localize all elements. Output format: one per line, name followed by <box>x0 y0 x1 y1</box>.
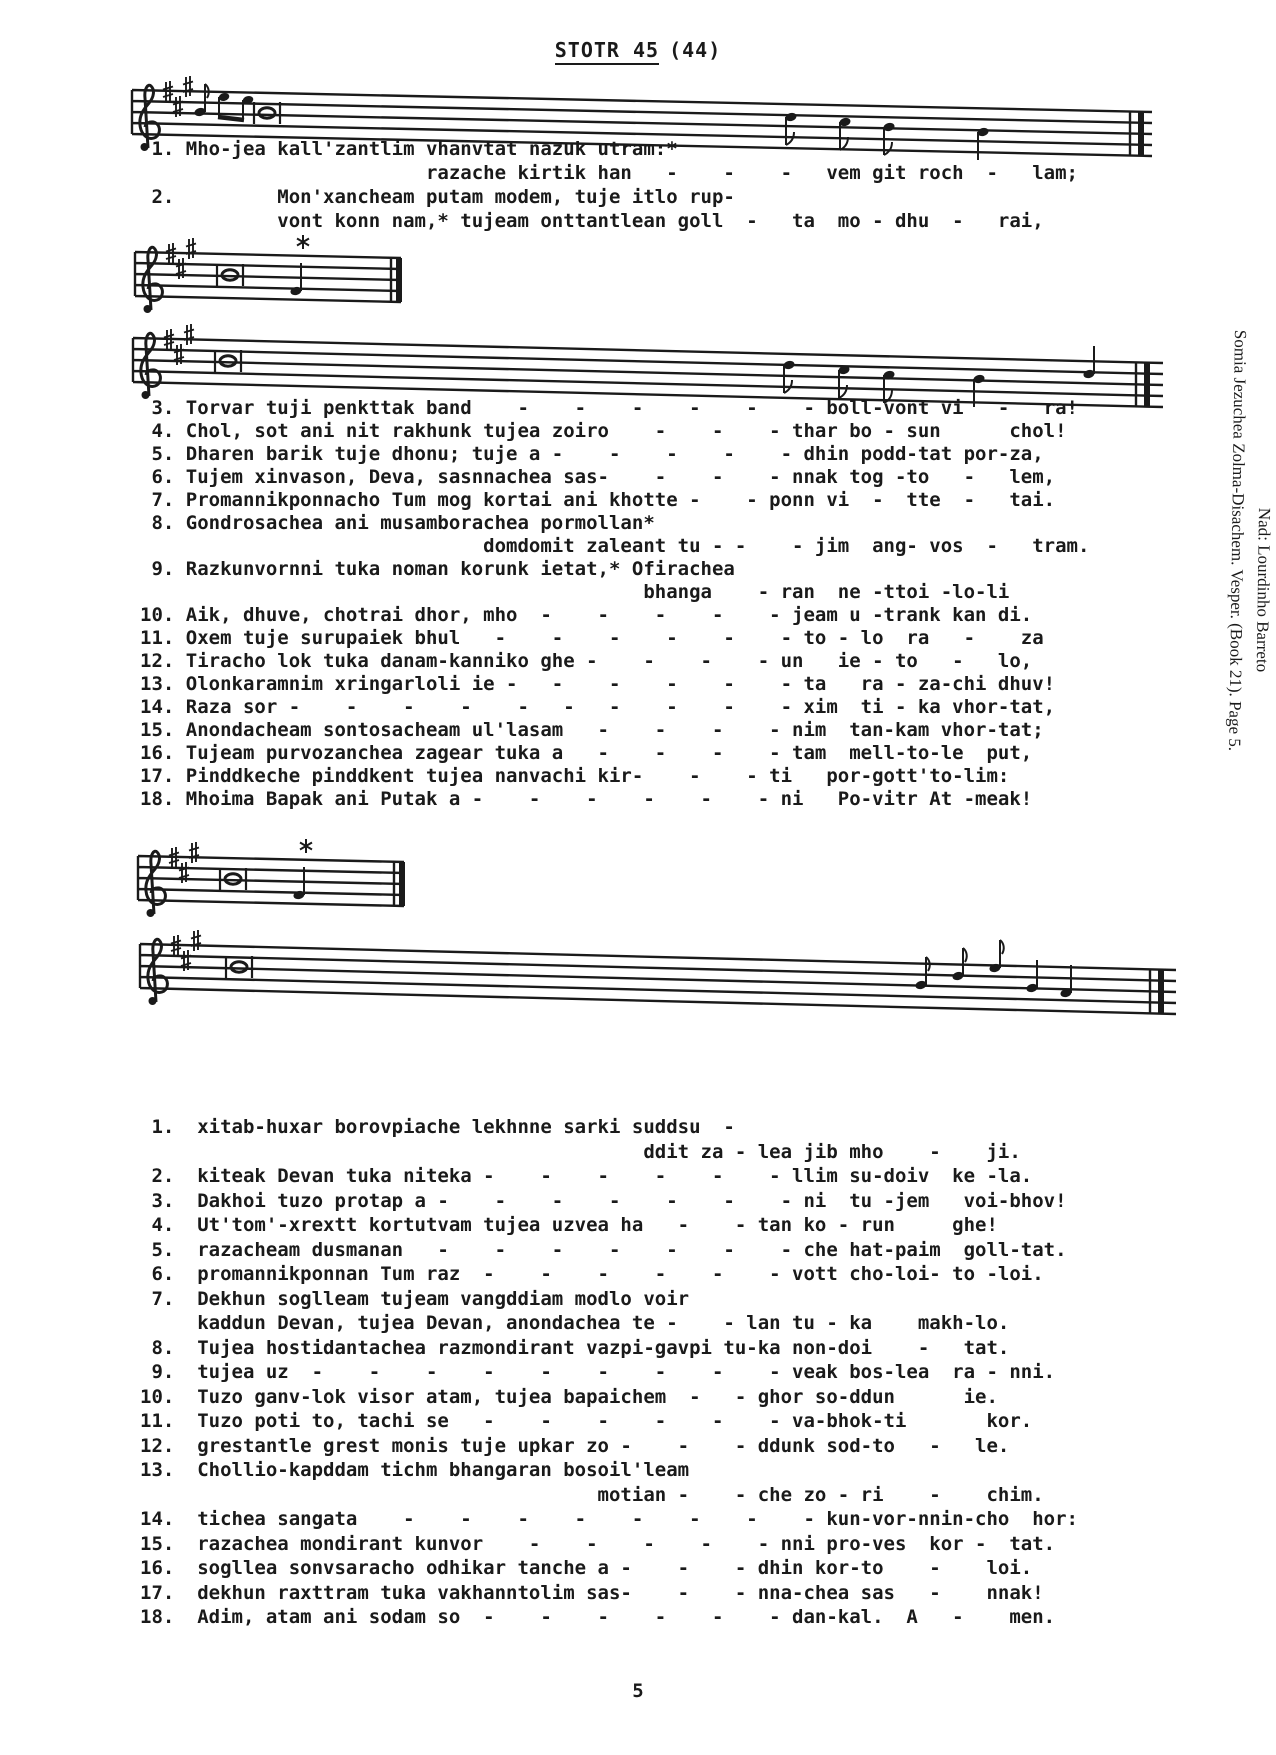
verse-line: 16. sogllea sonvsaracho odhikar tanche a - - - dhin kor-to - loi. <box>140 1557 1033 1579</box>
verse-line: 11. Oxem tuje surupaiek bhul - - - - - - to - lo ra - za <box>140 627 1044 649</box>
verse-line: 4. Chol, sot ani nit rakhunk tujea zoiro - - - thar bo - sun chol! <box>140 420 1067 442</box>
verse-line: 15. Anondacheam sontosacheam ul'lasam - - - - nim tan-kam vhor-tat; <box>140 719 1044 741</box>
music-staff-4 <box>136 834 411 922</box>
verse-line: vont konn nam,* tujeam onttantlean goll - ta mo - dhu - rai, <box>140 210 1044 232</box>
treble-clef-icon <box>148 939 168 1005</box>
asterisk-mark-icon <box>300 839 312 853</box>
verse-line: 5. razacheam dusmanan - - - - - - - che hat-paim goll-tat. <box>140 1238 1067 1261</box>
verse-line: 1. xitab-huxar borovpiache lekhnne sarki suddsu - <box>140 1116 735 1138</box>
verse-line: razache kirtik han - - - vem git roch - lam; <box>140 162 1078 184</box>
verse-block-1 <box>140 397 1089 811</box>
verse-line: 15. razachea mondirant kunvor - - - - - nni pro-ves kor - tat. <box>140 1532 1056 1555</box>
verse-line: 5. Dharen barik tuje dhonu; tuje a - - - - - dhin podd-tat por-za, <box>140 443 1044 465</box>
verse-line: 9. Razkunvornni tuka noman korunk ietat,* Ofirachea <box>140 558 735 580</box>
verse-line: 9. tujea uz - - - - - - - - - veak bos-lea ra - nni. <box>140 1361 1056 1383</box>
title-number: (44) <box>669 38 722 62</box>
eighth-note-icon <box>989 940 1004 973</box>
verse-line: 12. grestantle grest monis tuje upkar zo - - - ddunk sod-to - le. <box>140 1434 1010 1457</box>
verse-line: 7. Dekhun soglleam tujeam vangddiam modlo voir <box>140 1287 690 1310</box>
verse-line: 14. tichea sangata - - - - - - - - kun-vor-nnin-cho hor: <box>140 1508 1078 1530</box>
title-main: STOTR 45 <box>555 38 659 65</box>
music-staff-5 <box>138 928 1183 1026</box>
verse-line: kaddun Devan, tujea Devan, anondachea te - - lan tu - ka makh-lo. <box>140 1312 1010 1334</box>
sharp-icon <box>183 76 193 97</box>
sharp-icon <box>184 324 194 345</box>
reciting-note-icon <box>215 350 241 372</box>
verse-line: 6. promannikponnan Tum raz - - - - - - vott cho-loi- to -loi. <box>140 1263 1044 1285</box>
margin-credit: Nad: Lourdinho Barreto <box>1252 507 1274 673</box>
verse-line: 13. Chollio-kapddam tichm bhangaran bosoil'leam <box>140 1459 690 1481</box>
verse-line: 17. Pinddkeche pinddkent tujea nanvachi kir- - - ti por-gott'to-lim: <box>140 765 1010 787</box>
verse-line: 4. Ut'tom'-xrextt kortutvam tujea uzvea ha - - tan ko - run ghe! <box>140 1214 998 1236</box>
verse-line: 16. Tujeam purvozanchea zagear tuka a - - - - tam mell-to-le put, <box>140 742 1033 764</box>
verse-line: 17. dekhun raxttram tuka vakhanntolim sas- - - nna-chea sas - nnak! <box>140 1581 1044 1604</box>
verse-line: 7. Promannikponnacho Tum mog kortai ani khotte - - ponn vi - tte - tai. <box>140 489 1056 511</box>
verse-line: 10. Aik, dhuve, chotrai dhor, mho - - - - - jeam u -trank kan di. <box>140 604 1033 626</box>
verse-line: 11. Tuzo poti to, tachi se - - - - - - va-bhok-ti kor. <box>140 1410 1033 1432</box>
verse-block-intro <box>140 137 1078 233</box>
verse-line: 10. Tuzo ganv-lok visor atam, tujea bapaichem - - ghor so-ddun ie. <box>140 1385 998 1408</box>
sharp-icon <box>186 238 196 259</box>
treble-clef-icon <box>143 247 163 313</box>
reciting-note-icon <box>226 956 252 978</box>
verse-line: bhanga - ran ne -ttoi -lo-li <box>140 581 1010 603</box>
page-number: 5 <box>632 1680 644 1702</box>
eighth-note-icon <box>194 84 209 117</box>
page-title <box>0 38 1276 62</box>
verse-line: 6. Tujem xinvason, Deva, sasnnachea sas- - - - nnak tog -to - lem, <box>140 466 1056 488</box>
asterisk-mark-icon <box>297 235 309 249</box>
verse-line: 2. kiteak Devan tuka niteka - - - - - - llim su-doiv ke -la. <box>140 1165 1033 1187</box>
music-staff-2 <box>133 232 408 318</box>
verse-line: domdomit zaleant tu - - - jim ang- vos - tram. <box>140 535 1090 557</box>
verse-line: 2. Mon'xancheam putam modem, tuje itlo rup- <box>140 186 735 208</box>
beamed-notes-icon <box>218 92 254 120</box>
quarter-note-icon <box>1060 965 1073 998</box>
verse-line: 12. Tiracho lok tuka danam-kanniko ghe - - - - un ie - to - lo, <box>140 650 1033 672</box>
verse-block-2 <box>140 1115 1078 1630</box>
treble-clef-icon <box>146 851 166 917</box>
verse-line: 13. Olonkaramnim xringarloli ie - - - - - - ta ra - za-chi dhuv! <box>140 673 1056 695</box>
verse-line: motian - - che zo - ri - chim. <box>140 1483 1044 1506</box>
treble-clef-icon <box>141 333 161 399</box>
margin-citation: Somia Jezuchea Zolma-Disachem. Vesper. (Book 21). Page 5. <box>1225 329 1250 752</box>
verse-line: 18. Adim, atam ani sodam so - - - - - - dan-kal. A - men. <box>140 1606 1056 1628</box>
verse-line: 8. Gondrosachea ani musamborachea pormollan* <box>140 512 655 534</box>
verse-line: 1. Mho-jea kall'zantlim vhanvtat nazuk utram:* <box>140 138 678 160</box>
verse-line: 8. Tujea hostidantachea razmondirant vazpi-gavpi tu-ka non-doi - tat. <box>140 1336 1010 1359</box>
verse-line: ddit za - lea jib mho - ji. <box>140 1140 1021 1163</box>
verse-line: 18. Mhoima Bapak ani Putak a - - - - - - ni Po-vitr At -meak! <box>140 788 1033 810</box>
eighth-note-icon <box>838 365 851 398</box>
sharp-icon <box>191 930 201 951</box>
quarter-note-icon <box>1083 346 1096 379</box>
quarter-note-icon <box>290 263 303 296</box>
verse-line: 14. Raza sor - - - - - - - - - - xim ti - ka vhor-tat, <box>140 696 1056 718</box>
verse-line: 3. Dakhoi tuzo protap a - - - - - - - ni tu -jem voi-bhov! <box>140 1189 1067 1212</box>
verse-line: 3. Torvar tuji penkttak band - - - - - - boll-vont vi - ra! <box>140 397 1078 419</box>
quarter-note-icon <box>293 867 306 900</box>
sharp-icon <box>189 842 199 863</box>
